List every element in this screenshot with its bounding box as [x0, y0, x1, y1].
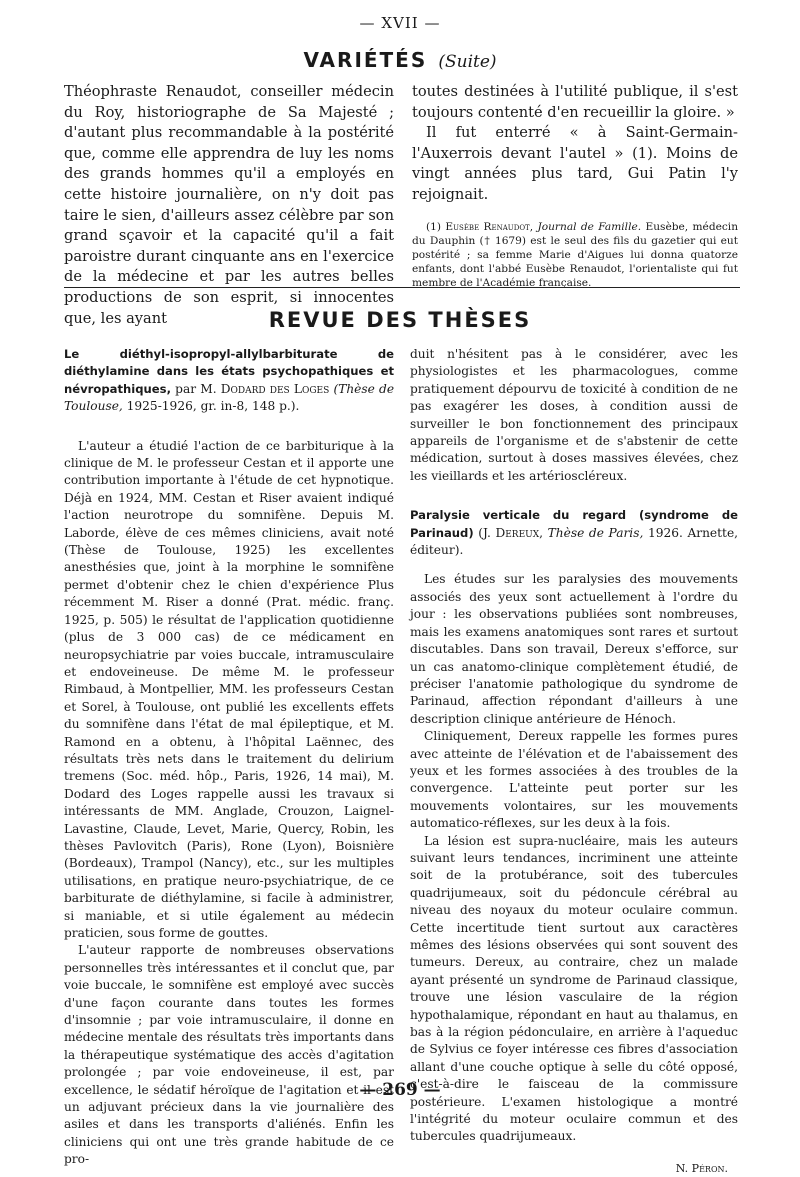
article1-author: Dodard des Loges: [220, 381, 330, 396]
article1-paragraph-3: duit n'hésitent pas à le considérer, avec les physiologistes et les pharmacologues, comme pratiquement dépourvu de toxicité à condition de ne pas exagérer les doses, à condition aussi de surveiller le bon fonctionnement des principaux appareils de l'organisme et de s'abstenir de cette médication, surtout à doses massives élevées, chez les vieillards et les artérioscléreux.: [410, 347, 738, 483]
article2-details: 1926. Arnette, éditeur).: [410, 525, 739, 558]
section-subtitle: (Suite): [438, 52, 497, 72]
varietes-left-text: Théophraste Renaudot, conseiller médecin du Roy, historiographe de Sa Majesté ; d'autant plus recommandable à la postérité que, comme elle apprendra de luy les noms des grands hommes qu'il a employés en cette histoire journalière, on n'y doit pas taire le sien, d'ailleurs assez célèbre par son grand sçavoir et la capacité qu'il a fait paroistre durant cinquante ans en l'exercice de la médecine et par les autres belles productions de son esprit, si innocentes que, les ayant: [64, 83, 394, 327]
footnote-number: (1): [426, 220, 442, 233]
section-heading-varietes: [0, 48, 800, 72]
footnote-text: Eusèbe, médecin du Dauphin († 1679) est le seul des fils du gazetier qui eut postérité ; sa femme Marie d'Aigues lui donna quatorze enfants, dont l'abbé Eusèbe Renaudot, l'orientaliste qui fut membre de l'Académie française.: [412, 220, 739, 290]
article2-paragraph-2: Cliniquement, Dereux rappelle les formes pures avec atteinte de l'élévation et de l'abaissement des yeux et les formes associées à des troubles de la convergence. L'atteinte peut porter sur les mouvements volontaires, sur les mouvements automatico-réflexes, sur les deux à la fois.: [410, 729, 738, 831]
page-number: — 269 —: [359, 1080, 441, 1100]
footnote: [412, 220, 738, 291]
article2-paragraph-3: La lésion est supra-nucléaire, mais les auteurs suivant leurs tendances, incriminent une atteinte soit de la protubérance, soit des tubercules quadrijumeaux, soit du pédoncule cérébral au niveau des noyaux du moteur oculaire commun. Cette incertitude tient surtout aux caractères mêmes des lésions observées qui sont souvent des tumeurs. Dereux, au contraire, chez un malade ayant présenté un syndrome de Parinaud classique, trouve une lésion vasculaire de la région hypothalamique, répondant en haut au thalamus, en bas à la région pédonculaire, en arrière à l'aqueduc de Sylvius ce foyer intéresse ces fibres d'association allant d'une couche optique à selle du côté opposé, c'est-à-dire le faisceau de la commissure postérieure. L'examen histologique a montré l'intégrité du moteur oculaire commun et des tubercules quadrijumeaux.: [410, 833, 738, 1144]
article1-title: Le diéthyl-isopropyl-allylbarbiturate de diéthylamine dans les états psychopathiques et névropathiques,: [64, 347, 394, 396]
varietes-right-text-2: Il fut enterré « à Saint-Germain-l'Auxerrois devant l'autel » (1). Moins de vingt années plus tard, Gui Patin l'y rejoignait.: [412, 124, 738, 203]
article2-paragraph-1: Les études sur les paralysies des mouvements associés des yeux sont actuellement à l'ordre du jour : les observations publiées sont nombreuses, mais les examens anatomiques sont rares et surtout discutables. Dans son travail, Dereux s'efforce, sur un cas anatomo-clinique complètement étudié, de préciser l'anatomie pathologique du syndrome de Parinaud, affection répondant d'ailleurs à une description clinique antérieure de Hénoch.: [410, 572, 738, 726]
article1-details: 1925-1926, gr. in-8, 148 p.).: [126, 399, 300, 414]
article2-title: Paralysie verticale du regard (syndrome de Parinaud): [410, 508, 738, 540]
article1-heading: [64, 346, 394, 416]
article1-paragraph-1: L'auteur a étudié l'action de ce barbiturique à la clinique de M. le professeur Cestan et il apporte une contribution importante à l'étude de cet hypnotique. Déjà en 1924, MM. Cestan et Riser avaient indiqué l'action neurotrope du somnifène. Depuis M. Laborde, élève de ces mêmes cliniciens, avait noté (Thèse de Toulouse, 1925) les excellentes anesthésies que, joint à la morphine le somnifène permet d'obtenir chez le chien d'expérience Plus récemment M. Riser a donné (Prat. médic. franç. 1925, p. 505) le résultat de l'application quotidienne (plus de 3 000 cas) de ce médicament en neuropsychiatrie par voies buccale, intramusculaire et endoveineuse. De même M. le professeur Rimbaud, à Montpellier, MM. les professeurs Cestan et Sorel, à Toulouse, ont publié les excellents effets du somnifène dans l'état de mal épileptique, et M. Ramond en a obtenu, à l'hôpital Laënnec, des résultats très nets dans le traitement du delirium tremens (Soc. méd. hôp., Paris, 1926, 14 mai), M. Dodard des Loges rappelle aussi les travaux si intéressants de MM. Anglade, Crouzon, Laignel-Lavastine, Claude, Levet, Marie, Quercy, Robin, les thèses Pavlovitch (Paris), Rone (Lyon), Boisnière (Bordeaux), Trampol (Nancy), etc., sur les multiples utilisations, en pratique neuro-psychiatrique, de ce barbiturate de diéthylamine, si facile à administrer, si maniable, et si utile également au médecin praticien, sous forme de gouttes.: [64, 438, 394, 940]
revue-right-column: [410, 346, 738, 1177]
footnote-work: Journal de Famille.: [537, 220, 642, 233]
footnote-author: Eusèbe Renaudot,: [445, 220, 534, 233]
article1-paragraph-2: L'auteur rapporte de nombreuses observations personnelles très intéressantes et il conclut que, par voie buccale, le somnifène est employé avec succès d'une façon courante dans toutes les formes d'insomnie ; par voie intramusculaire, il donne en médecine mentale des résultats très importants dans la thérapeutique systématique des accès d'agitation prolongée ; par voie endoveineuse, il est, par excellence, le sédatif héroïque de l'agitation et il est un adjuvant précieux dans la vie journalière des asiles et dans les transports d'aliénés. Enfin les cliniciens qui ont une très grande habitude de ce pro-: [64, 943, 394, 1167]
article1-by: par M.: [175, 381, 217, 396]
article2-heading: [410, 507, 738, 559]
section-divider: [64, 287, 740, 288]
roman-page-number: — XVII —: [359, 14, 441, 32]
article2-thesis: Thèse de Paris,: [547, 525, 644, 540]
article2-author-prefix: (J.: [478, 525, 491, 540]
varietes-left-column: [64, 82, 394, 329]
revue-title: REVUE DES THÈSES: [268, 308, 532, 332]
varietes-right-text-1: toutes destinées à l'utilité publique, il s'est toujours contenté d'en recueillir la gloire. »: [412, 83, 738, 121]
review-signature: N. Péron.: [675, 1161, 728, 1175]
varietes-right-column: [412, 82, 738, 291]
section-title: VARIÉTÉS: [303, 48, 428, 72]
article1-thesis: (Thèse de Toulouse,: [64, 381, 395, 414]
article2-author: Dereux,: [495, 525, 544, 540]
revue-left-column: [64, 346, 394, 1169]
